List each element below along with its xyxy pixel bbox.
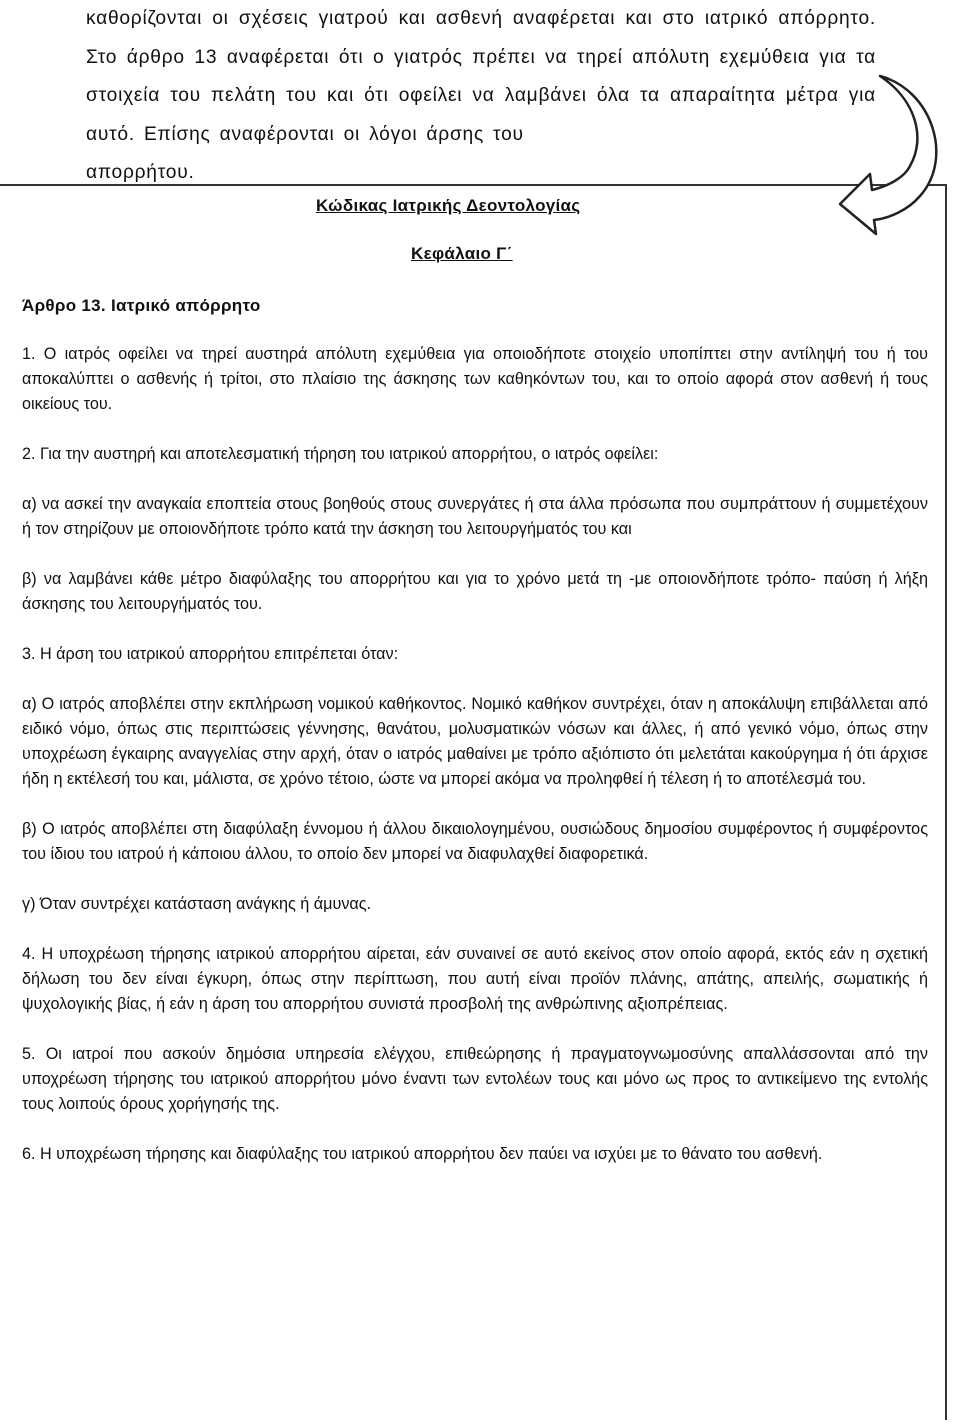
intro-text: καθορίζονται οι σχέσεις γιατρού και ασθενή αναφέρεται και στο ιατρικό απόρρητο. Στο άρθρο 13 αναφέρεται ότι ο γιατρός πρέπει να τηρεί απόλυτη εχεμύθεια για τα στοιχεία του πελάτη του και ότι οφείλει να λαμβάνει όλα τα απαραίτητα μέτρα για αυτό. Επίσης αναφέρονται οι λόγοι άρσης του: [86, 8, 876, 145]
paragraph-5: 5. Οι ιατροί που ασκούν δημόσια υπηρεσία ελέγχου, επιθεώρησης ή πραγματογνωμοσύνης απαλλάσσονται από την υποχρέωση τήρησης του ιατρικού απορρήτου μόνο έναντι των εντολέων τους και μόνο ως προς το αντικείμενο της εντολής τους λοιπούς όρους χορήγησής της.: [22, 1045, 928, 1113]
paragraph-6: 6. Η υποχρέωση τήρησης και διαφύλαξης του ιατρικού απορρήτου δεν παύει να ισχύει με το θάνατο του ασθενή.: [22, 1145, 823, 1163]
paragraph-2a: α) να ασκεί την αναγκαία εποπτεία στους βοηθούς στους συνεργάτες ή στα άλλα πρόσωπα που συμπράττουν ή συμμετέχουν ή τον στηρίζουν με οποιονδήποτε τρόπο κατά την άσκηση του λειτουργήματός του και: [22, 495, 928, 538]
intro-paragraph: [86, 0, 876, 193]
paragraph-1: 1. Ο ιατρός οφείλει να τηρεί αυστηρά απόλυτη εχεμύθεια για οποιοδήποτε στοιχείο υποπίπτει στην αντίληψή του ή του αποκαλύπτει ο ασθενής ή τρίτοι, στο πλαίσιο της άσκησης των καθηκόντων του, και το οποίο αφορά στον ασθενή ή τους οικείους του.: [22, 345, 928, 413]
paragraph-4: 4. Η υποχρέωση τήρησης ιατρικού απορρήτου αίρεται, εάν συναινεί σε αυτό εκείνος στον οποίο αφορά, εκτός εάν η σχετική δήλωση του δεν είναι έγκυρη, όπως στην περίπτωση, που αυτή είναι προϊόν πλάνης, απάτης, απειλής, σωματικής ή ψυχολογικής βίας, ή εάν η άρση του απορρήτου συνιστά προσβολή της ανθρώπινης αξιοπρέπειας.: [22, 945, 928, 1013]
article-body: [22, 342, 928, 1192]
code-title: Κώδικας Ιατρικής Δεοντολογίας: [316, 196, 581, 215]
paragraph-3b: β) Ο ιατρός αποβλέπει στη διαφύλαξη έννομου ή άλλου δικαιολογημένου, ουσιώδους δημοσίου συμφέροντος ή συμφέροντος του ίδιου του ιατρού ή κάποιου άλλου, το οποίο δεν μπορεί να διαφυλαχθεί διαφορετικά.: [22, 820, 928, 863]
paragraph-2: 2. Για την αυστηρή και αποτελεσματική τήρηση του ιατρικού απορρήτου, ο ιατρός οφείλει:: [22, 445, 659, 463]
paragraph-3: 3. Η άρση του ιατρικού απορρήτου επιτρέπεται όταν:: [22, 645, 399, 663]
curved-arrow-icon: [840, 70, 950, 250]
chapter-title: Κεφάλαιο Γ΄: [411, 244, 513, 263]
intro-tail: απορρήτου.: [86, 162, 195, 183]
paragraph-3a: α) Ο ιατρός αποβλέπει στην εκπλήρωση νομικού καθήκοντος. Νομικό καθήκον συντρέχει, όταν η αποκάλυψη επιβάλλεται από ειδικό νόμο, όπως στις περιπτώσεις γέννησης, θανάτου, μολυσματικών νόσων και άλλες, ή από γενικό νόμο, όπως στην υποχρέωση έγκαιρης αναγγελίας στην αρχή, όταν ο ιατρός μαθαίνει με τρόπο αξιόπιστο ότι μελετάται κακούργημα ή ότι άρχισε ήδη η εκτέλεσή του και, μάλιστα, σε χρόνο τέτοιο, ώστε να μπορεί ακόμα να προληφθεί ή τέλεση ή το αποτέλεσμά του.: [22, 695, 928, 788]
paragraph-2b: β) να λαμβάνει κάθε μέτρο διαφύλαξης του απορρήτου και για το χρόνο μετά τη -με οποιονδήποτε τρόπο- παύση ή λήξη άσκησης του λειτουργήματός του.: [22, 570, 928, 613]
paragraph-3c: γ) Όταν συντρέχει κατάσταση ανάγκης ή άμυνας.: [22, 895, 372, 913]
article-title: Άρθρο 13. Ιατρικό απόρρητο: [22, 296, 261, 315]
